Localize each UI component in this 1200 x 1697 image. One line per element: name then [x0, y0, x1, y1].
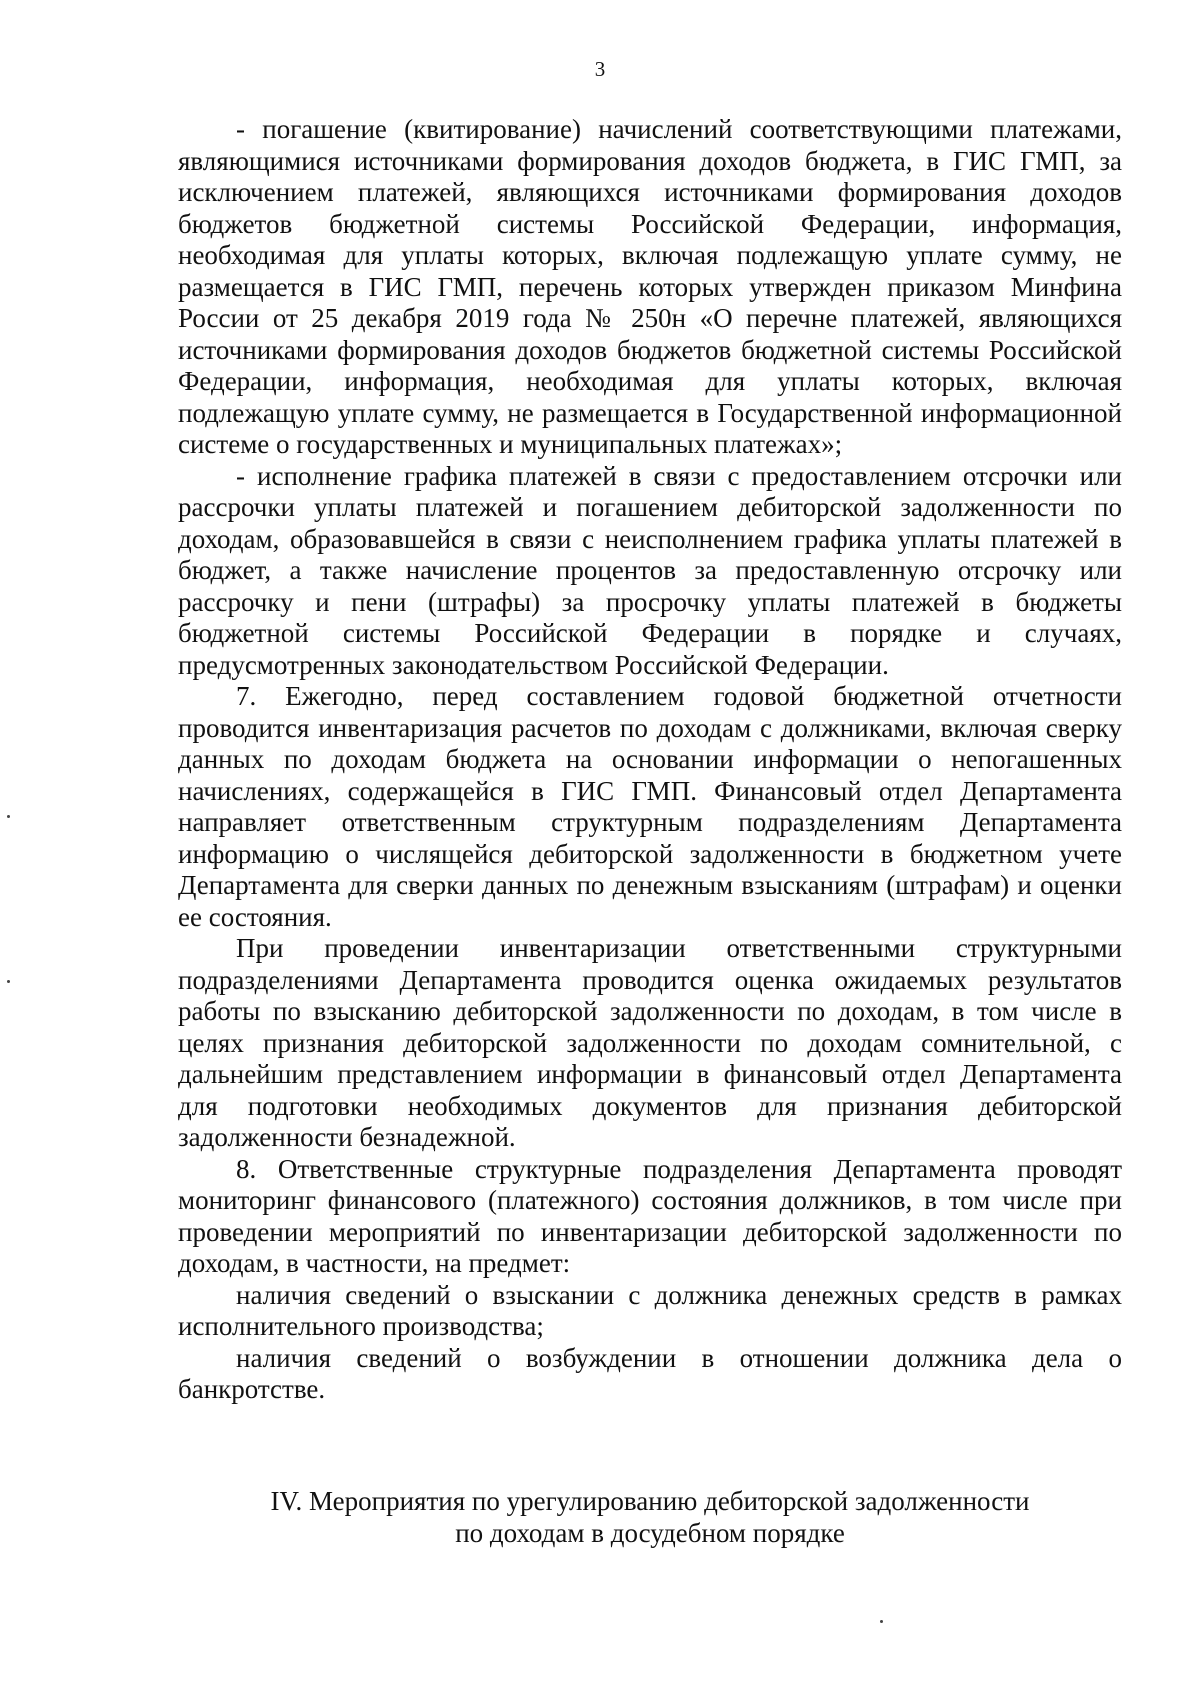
section-heading: [178, 1485, 1122, 1549]
scan-speck: [7, 980, 10, 983]
scan-speck: [880, 1620, 883, 1623]
paragraph-inventory-assessment: При проведении инвентаризации ответственными структурными подразделениями Департамента проводится оценка ожидаемых результатов работы по взысканию дебиторской задолженности по доходам, в том числе в целях признания дебиторской задолженности по доходам сомнительной, с дальнейшим представлением информации в финансовый отдел Департамента для подготовки необходимых документов для признания дебиторской задолженности безнадежной.: [178, 933, 1122, 1152]
body-text: [178, 114, 1122, 1406]
section-heading-line-1: IV. Мероприятия по урегулированию дебиторской задолженности: [270, 1486, 1030, 1516]
paragraph-item-8-monitoring: 8. Ответственные структурные подразделения Департамента проводят мониторинг финансового (платежного) состояния должников, в том числе при проведении мероприятий по инвентаризации дебиторской задолженности по доходам, в частности, на предмет:: [178, 1153, 1122, 1278]
paragraph-enforcement-proceedings: наличия сведений о взыскании с должника денежных средств в рамках исполнительного производства;: [178, 1279, 1122, 1341]
page-number: 3: [594, 57, 606, 81]
paragraph-payment-schedule: - исполнение графика платежей в связи с предоставлением отсрочки или рассрочки уплаты платежей и погашением дебиторской задолженности по доходам, образовавшейся в связи с неисполнением графика уплаты платежей в бюджет, а также начисление процентов за предоставленную отсрочку или рассрочку и пени (штрафы) за просрочку уплаты платежей в бюджеты бюджетной системы Российской Федерации в порядке и случаях, предусмотренных законодательством Российской Федерации.: [178, 460, 1122, 680]
paragraph-item-7-inventory: 7. Ежегодно, перед составлением годовой бюджетной отчетности проводится инвентаризация расчетов по доходам с должниками, включая сверку данных по доходам бюджета на основании информации о непогашенных начислениях, содержащейся в ГИС ГМП. Финансовый отдел Департамента направляет ответственным структурным подразделениям Департамента информацию о числящейся дебиторской задолженности в бюджетном учете Департамента для сверки данных по денежным взысканиям (штрафам) и оценки ее состояния.: [178, 681, 1122, 932]
scan-speck: [7, 815, 10, 818]
paragraph-bankruptcy: наличия сведений о возбуждении в отношении должника дела о банкротстве.: [178, 1342, 1122, 1404]
section-heading-line-2: по доходам в досудебном порядке: [455, 1518, 845, 1548]
paragraph-repayment-of-charges: - погашение (квитирование) начислений соответствующими платежами, являющимися источниками формирования доходов бюджета, в ГИС ГМП, за исключением платежей, являющихся источниками формирования доходов бюджетов бюджетной системы Российской Федерации, информация, необходимая для уплаты которых, включая подлежащую уплате сумму, не размещается в ГИС ГМП, перечень которых утвержден приказом Минфина России от 25 декабря 2019 года № 250н «О перечне платежей, являющихся источниками формирования доходов бюджетов бюджетной системы Российской Федерации, информация, необходимая для уплаты которых, включая подлежащую уплате сумму, не размещается в Государственной информационной системе о государственных и муниципальных платежах»;: [178, 114, 1122, 459]
